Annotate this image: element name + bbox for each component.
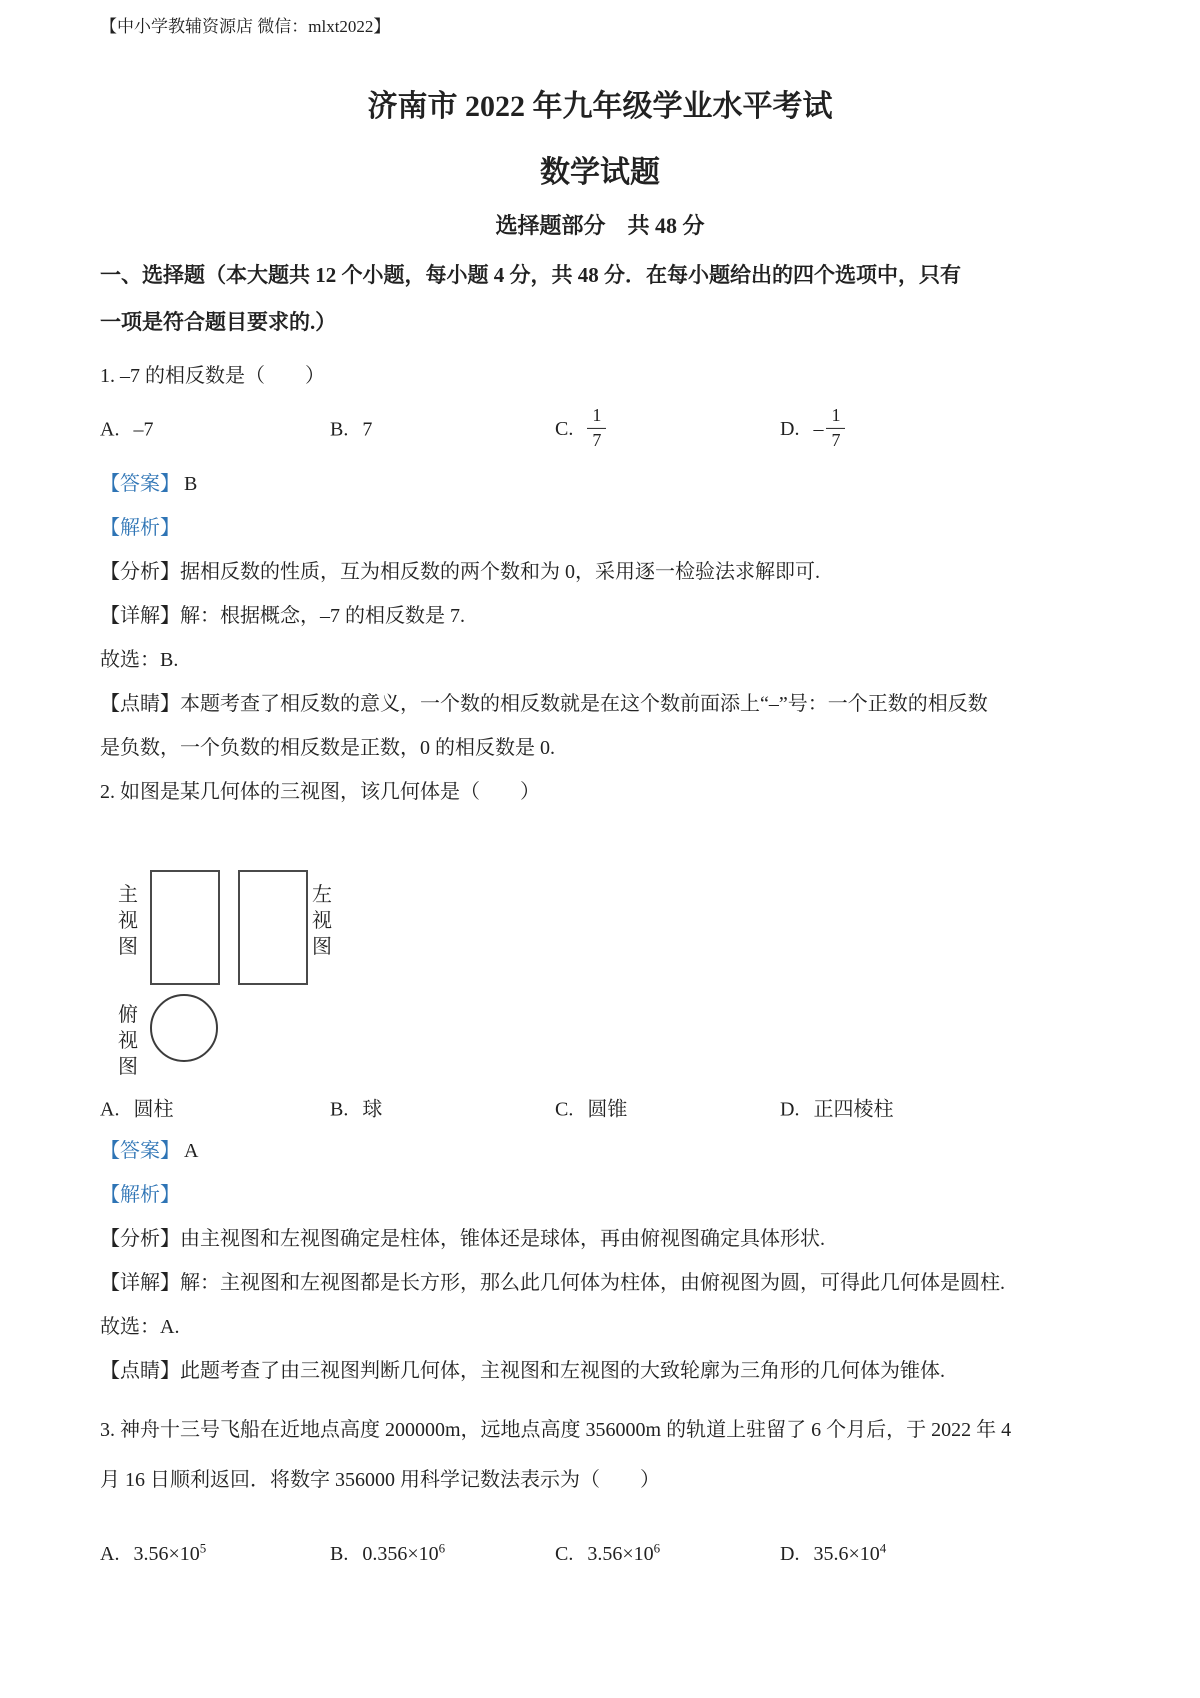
- option-3-c: [555, 1540, 660, 1566]
- front-view-label: 主视图: [118, 884, 138, 958]
- instructions-line2: 一项是符合题目要求的.）: [100, 310, 337, 334]
- option-3-a: [100, 1540, 206, 1566]
- q2-detail-text: 【详解】解：主视图和左视图都是长方形，那么此几何体为柱体，由俯视图为圆，可得此几何体是圆柱.: [100, 1272, 1005, 1294]
- mantissa: 35.6×10: [813, 1542, 880, 1565]
- question-1-stem: 1. –7 的相反数是（ ）: [100, 365, 325, 387]
- q2-conclusion-text: 故选：A.: [100, 1316, 180, 1338]
- option-2-a: [100, 1093, 173, 1122]
- question-3-stem-line1: 3. 神舟十三号飞船在近地点高度 200000m，远地点高度 356000m 的轨道上驻留了 6 个月后，于 2022 年 4: [100, 1419, 1012, 1441]
- exam-title: 济南市 2022 年九年级学业水平考试: [367, 90, 833, 123]
- q2-answer-line: [100, 1129, 1100, 1173]
- option-2-c-label: C.: [555, 1098, 574, 1121]
- option-1-c-label: C.: [555, 417, 574, 440]
- option-1-c: [555, 404, 606, 451]
- option-1-d-label: D.: [780, 417, 800, 440]
- q1-remark-line2: 是负数，一个负数的相反数是正数，0 的相反数是 0.: [100, 737, 555, 759]
- option-1-a: [100, 419, 153, 442]
- option-2-b-label: B.: [330, 1098, 349, 1121]
- answer-label: 【答案】: [100, 1140, 180, 1162]
- q2-analysis-text: 【分析】由主视图和左视图确定是柱体，锥体还是球体，再由俯视图确定具体形状.: [100, 1228, 825, 1250]
- option-3-b-label: B.: [330, 1542, 349, 1565]
- question-3-stem-line2: 月 16 日顺利返回．将数字 356000 用科学记数法表示为（ ）: [100, 1469, 660, 1491]
- exponent: 4: [879, 1540, 887, 1556]
- side-view-label: 左视图: [312, 884, 332, 958]
- exponent: 6: [438, 1540, 446, 1556]
- option-3-b: [330, 1540, 445, 1566]
- option-2-d: [780, 1093, 893, 1122]
- answer-label: 【答案】: [100, 473, 180, 495]
- option-2-c-value: 圆锥: [587, 1098, 628, 1121]
- q1-analysis-heading: [100, 506, 1100, 550]
- q2-three-view-figure: [100, 852, 1100, 1077]
- fraction-denominator: 7: [587, 428, 606, 452]
- instructions-line1: 一、选择题（本大题共 12 个小题，每小题 4 分，共 48 分．在每小题给出的四个选项中，只有: [100, 263, 961, 287]
- option-1-a-value: –7: [133, 418, 154, 441]
- option-3-d-label: D.: [780, 1542, 800, 1565]
- q1-remark-line1: 【点睛】本题考查了相反数的意义，一个数的相反数就是在这个数前面添上“–”号：一个正数的相反数: [100, 693, 988, 715]
- fraction-numerator: 1: [592, 404, 602, 425]
- option-2-a-label: A.: [100, 1098, 120, 1121]
- exponent: 5: [199, 1540, 207, 1556]
- option-2-a-value: 圆柱: [133, 1098, 174, 1121]
- fraction-numerator: 1: [831, 404, 841, 425]
- mantissa: 0.356×10: [362, 1542, 439, 1565]
- store-banner: 【中小学教辅资源店 微信：mlxt2022】: [100, 17, 391, 36]
- option-1-d: [780, 404, 845, 451]
- q2-remark-line1: 【点睛】此题考查了由三视图判断几何体，主视图和左视图的大致轮廓为三角形的几何体为锥体.: [100, 1360, 945, 1382]
- q1-analysis-text: 【分析】据相反数的性质，互为相反数的两个数和为 0，采用逐一检验法求解即可.: [100, 561, 820, 583]
- analysis-label: 【解析】: [100, 517, 180, 539]
- option-2-c: [555, 1093, 627, 1122]
- top-view-label: 俯视图: [118, 1004, 138, 1078]
- option-3-c-value: [587, 1540, 661, 1565]
- minus-sign: –: [813, 417, 824, 440]
- mantissa: 3.56×10: [587, 1542, 654, 1565]
- q1-conclusion-text: 故选：B.: [100, 649, 179, 671]
- option-2-d-value: 正四棱柱: [813, 1098, 894, 1121]
- mantissa: 3.56×10: [133, 1542, 200, 1565]
- option-1-b: [330, 419, 372, 442]
- option-3-d: [780, 1540, 886, 1566]
- question-1-options: [100, 398, 1100, 462]
- option-3-d-value: [813, 1540, 887, 1565]
- analysis-label: 【解析】: [100, 1184, 180, 1206]
- option-3-a-value: [133, 1540, 207, 1565]
- question-3-options: [100, 1531, 1100, 1575]
- fraction-denominator: 7: [826, 428, 845, 452]
- q2-analysis-heading: [100, 1173, 1100, 1217]
- q2-answer-value: A: [184, 1140, 199, 1162]
- top-view-circle: [150, 994, 218, 1062]
- side-view-rectangle: [238, 870, 308, 985]
- option-3-b-value: [362, 1540, 446, 1565]
- q1-detail-text: 【详解】解：根据概念，–7 的相反数是 7.: [100, 605, 465, 627]
- exam-subtitle: 数学试题: [540, 156, 660, 189]
- option-1-a-label: A.: [100, 418, 120, 441]
- question-2-stem: 2. 如图是某几何体的三视图，该几何体是（ ）: [100, 781, 540, 803]
- front-view-rectangle: [150, 870, 220, 985]
- option-2-b: [330, 1093, 382, 1122]
- option-1-b-value: 7: [362, 418, 373, 441]
- section-heading: 选择题部分 共 48 分: [495, 213, 705, 238]
- option-2-b-value: 球: [362, 1098, 383, 1121]
- fraction-one-seventh: [587, 405, 606, 451]
- option-1-b-label: B.: [330, 418, 349, 441]
- option-3-c-label: C.: [555, 1542, 574, 1565]
- question-2-options: [100, 1085, 1100, 1129]
- option-3-a-label: A.: [100, 1542, 120, 1565]
- q1-answer-line: [100, 462, 1100, 506]
- exponent: 6: [653, 1540, 661, 1556]
- fraction-one-seventh-negative: [826, 405, 845, 451]
- option-2-d-label: D.: [780, 1098, 800, 1121]
- q1-answer-value: B: [184, 473, 198, 495]
